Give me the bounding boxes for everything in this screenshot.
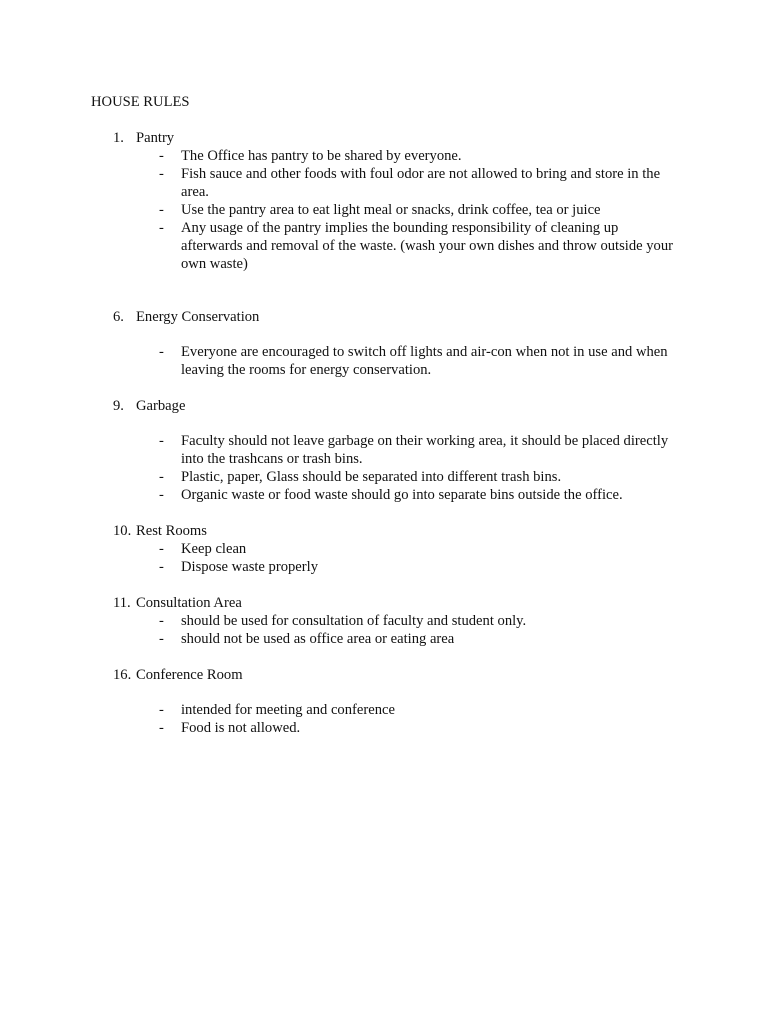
bullet-list: [0, 432, 768, 504]
section-label: Garbage: [136, 398, 186, 414]
list-item: [0, 165, 681, 201]
list-item: [0, 343, 681, 379]
bullet-marker: -: [159, 702, 164, 718]
list-item-text: should not be used as office area or eating area: [181, 631, 455, 647]
section-number: 16.: [113, 667, 132, 683]
bullet-list: [0, 343, 768, 379]
section-label: Rest Rooms: [136, 523, 207, 539]
list-item: [0, 540, 681, 558]
list-item-text: Dispose waste properly: [181, 559, 318, 575]
list-item: [0, 486, 681, 504]
list-item: [0, 630, 681, 648]
bullet-marker: -: [159, 487, 164, 503]
section-number: 6.: [113, 309, 124, 325]
list-item: [0, 201, 681, 219]
list-item-text: The Office has pantry to be shared by everyone.: [181, 148, 462, 164]
bullet-marker: -: [159, 541, 164, 557]
document-title: HOUSE RULES: [91, 94, 190, 110]
bullet-marker: -: [159, 631, 164, 647]
bullet-marker: -: [159, 166, 164, 182]
list-item: [0, 147, 681, 165]
list-item-text: Everyone are encouraged to switch off lights and air-con when not in use and when leaving the rooms for energy conservation.: [181, 344, 668, 378]
section-label: Pantry: [136, 130, 175, 146]
list-item-text: Organic waste or food waste should go into separate bins outside the office.: [181, 487, 623, 503]
bullet-list: [0, 540, 768, 576]
section-label: Energy Conservation: [136, 309, 260, 325]
list-item: [0, 558, 681, 576]
bullet-marker: -: [159, 720, 164, 736]
section-number: 1.: [113, 130, 124, 146]
section-number: 11.: [113, 595, 131, 611]
list-item: [0, 468, 681, 486]
list-item: [0, 612, 681, 630]
list-item-text: Any usage of the pantry implies the bounding responsibility of cleaning up afterwards and removal of the waste. (wash your own dishes and throw outside your own waste): [181, 220, 674, 272]
list-item: [0, 701, 681, 719]
section-label: Consultation Area: [136, 595, 242, 611]
list-item: [0, 719, 681, 737]
list-item: [0, 432, 681, 468]
bullet-list: [0, 701, 768, 737]
bullet-marker: -: [159, 433, 164, 449]
section-label: Conference Room: [136, 667, 243, 683]
bullet-marker: -: [159, 202, 164, 218]
list-item-text: Keep clean: [181, 541, 247, 557]
bullet-marker: -: [159, 559, 164, 575]
bullet-list: [0, 147, 768, 273]
bullet-list: [0, 612, 768, 648]
section-number: 10.: [113, 523, 132, 539]
list-item-text: Faculty should not leave garbage on their working area, it should be placed directly into the trashcans or trash bins.: [181, 433, 669, 467]
list-item-text: Use the pantry area to eat light meal or snacks, drink coffee, tea or juice: [181, 202, 601, 218]
bullet-marker: -: [159, 469, 164, 485]
list-item-text: Fish sauce and other foods with foul odor are not allowed to bring and store in the area.: [181, 166, 661, 200]
list-item-text: Plastic, paper, Glass should be separated into different trash bins.: [181, 469, 562, 485]
section-number: 9.: [113, 398, 124, 414]
list-item: [0, 219, 681, 273]
bullet-marker: -: [159, 344, 164, 360]
list-item-text: intended for meeting and conference: [181, 702, 395, 718]
list-item-text: should be used for consultation of faculty and student only.: [181, 613, 527, 629]
bullet-marker: -: [159, 148, 164, 164]
bullet-marker: -: [159, 220, 164, 236]
list-item-text: Food is not allowed.: [181, 720, 301, 736]
bullet-marker: -: [159, 613, 164, 629]
